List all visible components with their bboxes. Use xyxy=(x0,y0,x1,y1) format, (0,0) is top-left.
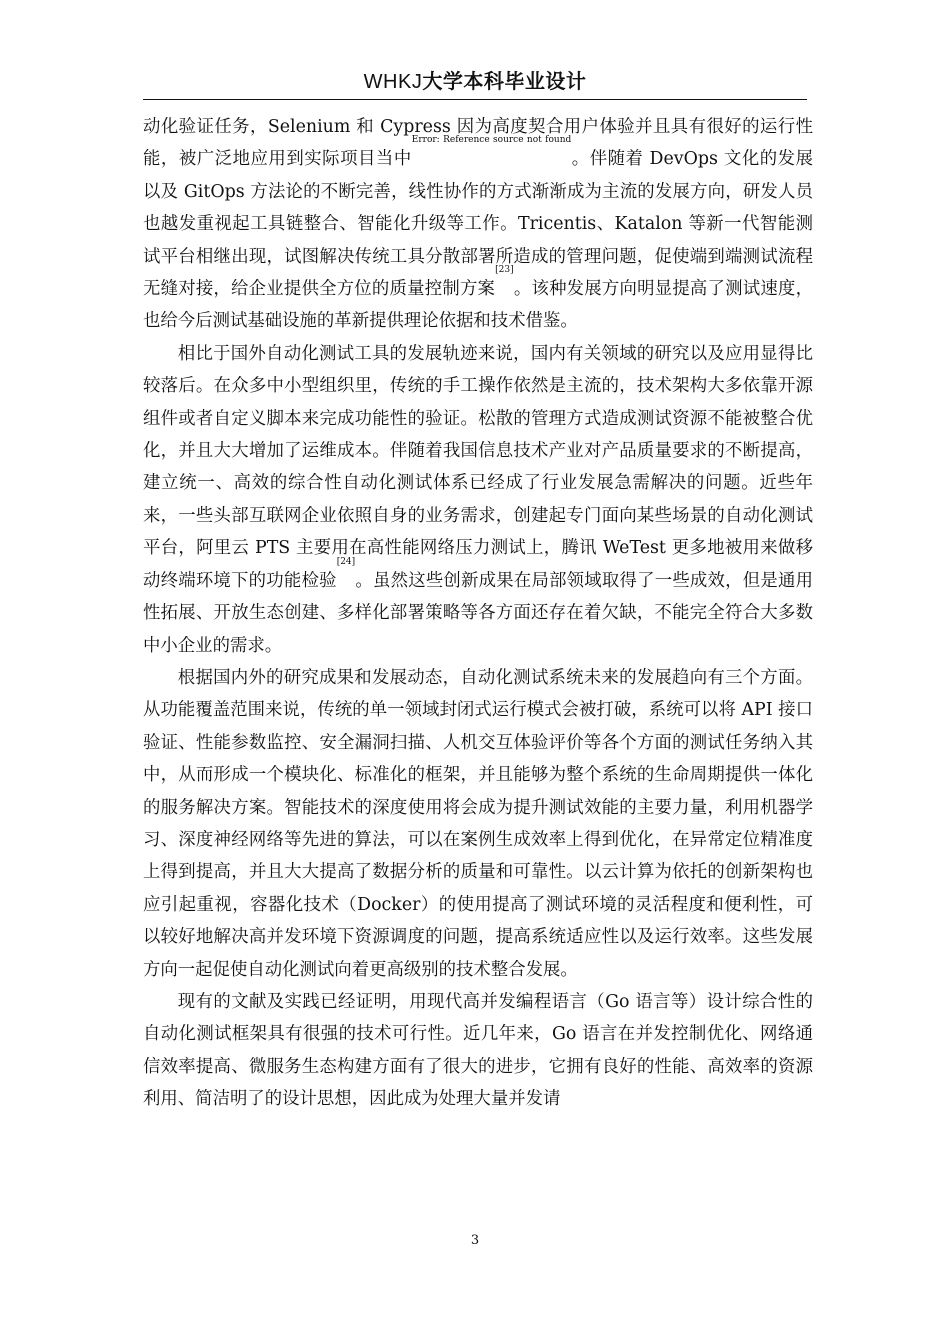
citation-23: [23] xyxy=(495,265,514,276)
header-title-latin: WHKJ xyxy=(363,71,423,93)
running-header xyxy=(143,66,807,97)
paragraph-future-trends xyxy=(143,662,813,986)
header-rule xyxy=(143,99,807,100)
paragraph-domestic-research xyxy=(143,338,813,662)
paragraph-text: 现有的文献及实践已经证明，用现代高并发编程语言（Go 语言等）设计综合性的自动化测试框架具有很强的技术可行性。近几年来，Go 语言在并发控制优化、网络通信效率提高、微服务生态构建方面有了很大的进步，它拥有良好的性能、高效率的资源利用、简洁明了的设计思想，因此成为处理大量并发请 xyxy=(143,991,813,1110)
paragraph-text: 。该种发展方向明显提高了测试速度，也给今后测试基础设施的革新提供理论依据和技术借鉴。 xyxy=(143,279,813,332)
paragraph-text: 相比于国外自动化测试工具的发展轨迹来说，国内有关领域的研究以及应用显得比较落后。在众多中小型组织里，传统的手工操作依然是主流的，技术架构大多依靠开源组件或者自定义脚本来完成功能性的验证。松散的管理方式造成测试资源不能被整合优化，并且大大增加了运维成本。伴随着我国信息技术产业对产品质量要求的不断提高，建立统一、高效的综合性自动化测试体系已经成了行业发展急需解决的问题。近些年来，一些头部互联网企业依照自身的业务需求，创建起专门面向某些场景的自动化测试平台，阿里云 PTS 主要用在高性能网络压力测试上，腾讯 WeTest 更多地被用来做移动终端环境下的功能检验 xyxy=(143,343,813,591)
paragraph-text: 根据国内外的研究成果和发展动态，自动化测试系统未来的发展趋向有三个方面。从功能覆盖范围来说，传统的单一领域封闭式运行模式会被打破，系统可以将 API 接口验证、性能参数监控、安全漏洞扫描、人机交互体验评价等各个方面的测试任务纳入其中，从而形成一个模块化、标准化的框架，并且能够为整个系统的生命周期提供一体化的服务解决方案。智能技术的深度使用将会成为提升测试效能的主要力量，利用机器学习、深度神经网络等先进的算法，可以在案例生成效率上得到优化，在异常定位精准度上得到提高，并且大大提高了数据分析的质量和可靠性。以云计算为依托的创新架构也应引起重视，容器化技术（Docker）的使用提高了测试环境的灵活程度和便利性，可以较好地解决高并发环境下资源调度的问题，提高系统适应性以及运行效率。这些发展方向一起促使自动化测试向着更高级别的技术整合发展。 xyxy=(143,667,813,980)
paragraph-text: 动化验证任务，Selenium 和 Cypress 因为高度契合用户体验并且具有很好的运行性能，被广泛地应用到实际项目当中 xyxy=(143,117,813,170)
page-number: 3 xyxy=(470,1233,480,1248)
paragraph-continuation xyxy=(143,111,813,338)
body-text xyxy=(143,111,813,1116)
paragraph-go-feasibility xyxy=(143,986,813,1116)
paragraph-text: 。虽然这些创新成果在局部领域取得了一些成效，但是通用性拓展、开放生态创建、多样化部署策略等各方面还存在着欠缺，不能完全符合大多数中小企业的需求。 xyxy=(143,570,813,656)
citation-24: [24] xyxy=(336,556,356,567)
header-title-cjk: 大学本科毕业设计 xyxy=(422,69,587,93)
paragraph-text: 。伴随着 DevOps 文化的发展以及 GitOps 方法论的不断完善，线性协作的方式渐渐成为主流的发展方向，研发人员也越发重视起工具链整合、智能化升级等工作。Tricentis、Katalon 等新一代智能测试平台相继出现，试图解决传统工具分散部署所造成的管理问题，促使端到端测试流程无缝对接，给企业提供全方位的质量控制方案 xyxy=(143,149,813,300)
citation-error: Error: Reference source not found xyxy=(411,135,572,146)
